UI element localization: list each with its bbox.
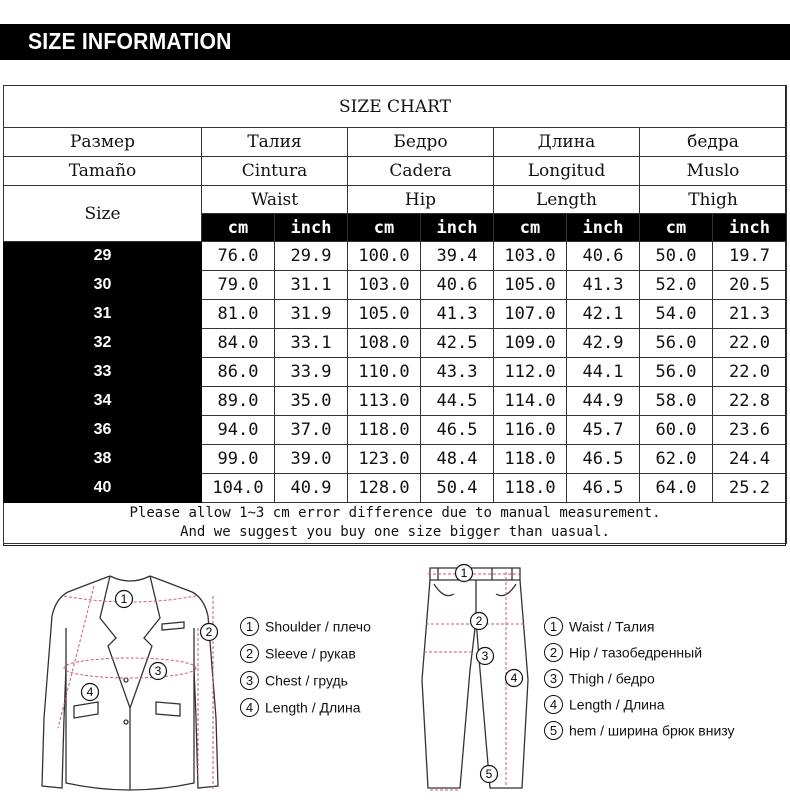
unit-header: cm	[494, 214, 567, 242]
legend-text: Chest / грудь	[265, 672, 348, 689]
table-cell: 21.3	[713, 300, 787, 329]
note-line: And we suggest you buy one size bigger than uasual.	[180, 524, 610, 540]
table-cell: 123.0	[348, 445, 421, 474]
table-cell: 29.9	[275, 242, 348, 271]
legend-number: 5	[544, 721, 563, 740]
table-cell: 46.5	[567, 445, 640, 474]
header-ru-length: Длина	[494, 128, 640, 157]
table-cell: 62.0	[640, 445, 713, 474]
header-en-waist: Waist	[202, 186, 348, 214]
size-chart-title: SIZE CHART	[4, 86, 787, 128]
legend-number: 3	[544, 669, 563, 688]
unit-header: inch	[275, 214, 348, 242]
table-cell: 118.0	[494, 474, 567, 503]
table-cell: 114.0	[494, 387, 567, 416]
table-cell: 35.0	[275, 387, 348, 416]
table-row	[4, 445, 787, 474]
legend-text: Sleeve / рукав	[265, 645, 356, 662]
jacket-marker-4: 4	[86, 685, 94, 699]
legend-item-length	[240, 695, 360, 717]
table-cell: 103.0	[494, 242, 567, 271]
legend-number: 1	[544, 617, 563, 636]
table-cell: 107.0	[494, 300, 567, 329]
table-cell: 56.0	[640, 329, 713, 358]
table-cell: 44.5	[421, 387, 494, 416]
jacket-measure-lines	[58, 586, 213, 790]
table-cell: 54.0	[640, 300, 713, 329]
size-cell: 36	[4, 416, 202, 445]
table-row	[4, 358, 787, 387]
table-cell: 81.0	[202, 300, 275, 329]
table-cell: 31.1	[275, 271, 348, 300]
table-cell: 52.0	[640, 271, 713, 300]
table-cell: 100.0	[348, 242, 421, 271]
table-cell: 116.0	[494, 416, 567, 445]
table-cell: 20.5	[713, 271, 787, 300]
table-cell: 110.0	[348, 358, 421, 387]
table-cell: 23.6	[713, 416, 787, 445]
legend-text: Shoulder / плечо	[265, 618, 371, 635]
unit-header: inch	[421, 214, 494, 242]
table-cell: 22.0	[713, 358, 787, 387]
size-chart-table	[3, 85, 787, 544]
table-cell: 118.0	[348, 416, 421, 445]
legend-item-shoulder	[240, 614, 371, 636]
note-row	[4, 503, 787, 544]
legend-text: hem / ширина брюк внизу	[569, 722, 735, 739]
unit-header: cm	[640, 214, 713, 242]
header-title: SIZE INFORMATION	[28, 28, 232, 54]
table-cell: 42.9	[567, 329, 640, 358]
legend-item-hem	[544, 718, 735, 740]
table-cell: 105.0	[494, 271, 567, 300]
legend-item-chest	[240, 668, 348, 690]
pants-marker-1: 1	[460, 566, 468, 580]
header-ru-size: Размер	[4, 128, 202, 157]
unit-header: inch	[713, 214, 787, 242]
table-cell: 43.3	[421, 358, 494, 387]
table-cell: 41.3	[567, 271, 640, 300]
header-es-length: Longitud	[494, 157, 640, 186]
table-cell: 39.4	[421, 242, 494, 271]
table-cell: 60.0	[640, 416, 713, 445]
pants-marker-3: 3	[481, 649, 489, 663]
table-cell: 40.9	[275, 474, 348, 503]
table-cell: 112.0	[494, 358, 567, 387]
table-cell: 94.0	[202, 416, 275, 445]
table-cell: 25.2	[713, 474, 787, 503]
legend-number: 4	[240, 698, 259, 717]
table-cell: 50.4	[421, 474, 494, 503]
table-cell: 58.0	[640, 387, 713, 416]
size-cell: 32	[4, 329, 202, 358]
spanish-header-row	[4, 157, 787, 186]
legend-item-sleeve	[240, 641, 356, 663]
table-cell: 44.9	[567, 387, 640, 416]
table-cell: 45.7	[567, 416, 640, 445]
table-cell: 40.6	[421, 271, 494, 300]
table-cell: 56.0	[640, 358, 713, 387]
table-row	[4, 329, 787, 358]
table-cell: 42.1	[567, 300, 640, 329]
table-cell: 19.7	[713, 242, 787, 271]
size-cell: 34	[4, 387, 202, 416]
table-cell: 104.0	[202, 474, 275, 503]
size-cell: 40	[4, 474, 202, 503]
table-cell: 33.1	[275, 329, 348, 358]
measurement-note	[4, 503, 787, 544]
table-row	[4, 387, 787, 416]
header-es-waist: Cintura	[202, 157, 348, 186]
pants-marker-2: 2	[475, 614, 483, 628]
table-cell: 108.0	[348, 329, 421, 358]
table-cell: 86.0	[202, 358, 275, 387]
size-cell: 30	[4, 271, 202, 300]
header-es-hip: Cadera	[348, 157, 494, 186]
pants-legend	[544, 614, 784, 749]
table-cell: 24.4	[713, 445, 787, 474]
table-cell: 109.0	[494, 329, 567, 358]
jacket-legend	[240, 614, 410, 724]
table-row	[4, 242, 787, 271]
size-header: Size	[4, 186, 202, 242]
jacket-marker-2: 2	[205, 625, 213, 639]
legend-item-hip	[544, 640, 702, 662]
header-es-thigh: Muslo	[640, 157, 787, 186]
table-cell: 22.0	[713, 329, 787, 358]
legend-text: Waist / Талия	[569, 618, 655, 635]
table-cell: 48.4	[421, 445, 494, 474]
table-cell: 46.5	[567, 474, 640, 503]
table-cell: 42.5	[421, 329, 494, 358]
legend-number: 1	[240, 617, 259, 636]
jacket-outline-icon	[42, 576, 218, 790]
note-line: Please allow 1~3 cm error difference due to manual measurement.	[129, 505, 661, 521]
table-row	[4, 416, 787, 445]
table-cell: 128.0	[348, 474, 421, 503]
legend-number: 3	[240, 671, 259, 690]
unit-header: inch	[567, 214, 640, 242]
table-cell: 113.0	[348, 387, 421, 416]
english-header-row	[4, 186, 787, 214]
table-row	[4, 271, 787, 300]
legend-text: Length / Длина	[265, 699, 361, 716]
table-cell: 31.9	[275, 300, 348, 329]
unit-header: cm	[202, 214, 275, 242]
table-cell: 64.0	[640, 474, 713, 503]
table-cell: 22.8	[713, 387, 787, 416]
table-cell: 79.0	[202, 271, 275, 300]
legend-item-length	[544, 692, 664, 714]
legend-number: 2	[240, 644, 259, 663]
header-es-size: Tamaño	[4, 157, 202, 186]
table-row	[4, 300, 787, 329]
table-cell: 84.0	[202, 329, 275, 358]
header-ru-hip: Бедро	[348, 128, 494, 157]
legend-text: Hip / тазобедренный	[569, 644, 703, 661]
size-cell: 29	[4, 242, 202, 271]
table-cell: 41.3	[421, 300, 494, 329]
size-cell: 33	[4, 358, 202, 387]
header-en-hip: Hip	[348, 186, 494, 214]
legend-text: Thigh / бедро	[569, 670, 655, 687]
table-cell: 76.0	[202, 242, 275, 271]
header-en-length: Length	[494, 186, 640, 214]
pants-marker-4: 4	[510, 671, 518, 685]
header-en-thigh: Thigh	[640, 186, 787, 214]
pants-marker-5: 5	[485, 767, 493, 781]
header-ru-thigh: бедра	[640, 128, 787, 157]
legend-item-thigh	[544, 666, 655, 688]
size-cell: 31	[4, 300, 202, 329]
jacket-diagram	[38, 568, 228, 798]
table-cell: 105.0	[348, 300, 421, 329]
table-cell: 40.6	[567, 242, 640, 271]
jacket-marker-3: 3	[154, 664, 162, 678]
table-cell: 99.0	[202, 445, 275, 474]
unit-header: cm	[348, 214, 421, 242]
jacket-markers	[82, 591, 218, 701]
table-cell: 50.0	[640, 242, 713, 271]
table-cell: 118.0	[494, 445, 567, 474]
jacket-marker-1: 1	[120, 592, 128, 606]
table-cell: 103.0	[348, 271, 421, 300]
table-cell: 44.1	[567, 358, 640, 387]
table-cell: 46.5	[421, 416, 494, 445]
table-cell: 37.0	[275, 416, 348, 445]
table-cell: 33.9	[275, 358, 348, 387]
pants-diagram	[410, 560, 540, 798]
header-banner	[0, 24, 790, 60]
table-cell: 89.0	[202, 387, 275, 416]
table-cell: 39.0	[275, 445, 348, 474]
legend-number: 2	[544, 643, 563, 662]
legend-number: 4	[544, 695, 563, 714]
header-ru-waist: Талия	[202, 128, 348, 157]
size-cell: 38	[4, 445, 202, 474]
legend-text: Length / Длина	[569, 696, 665, 713]
table-row	[4, 474, 787, 503]
russian-header-row	[4, 128, 787, 157]
legend-item-waist	[544, 614, 654, 636]
pants-markers	[456, 565, 523, 783]
